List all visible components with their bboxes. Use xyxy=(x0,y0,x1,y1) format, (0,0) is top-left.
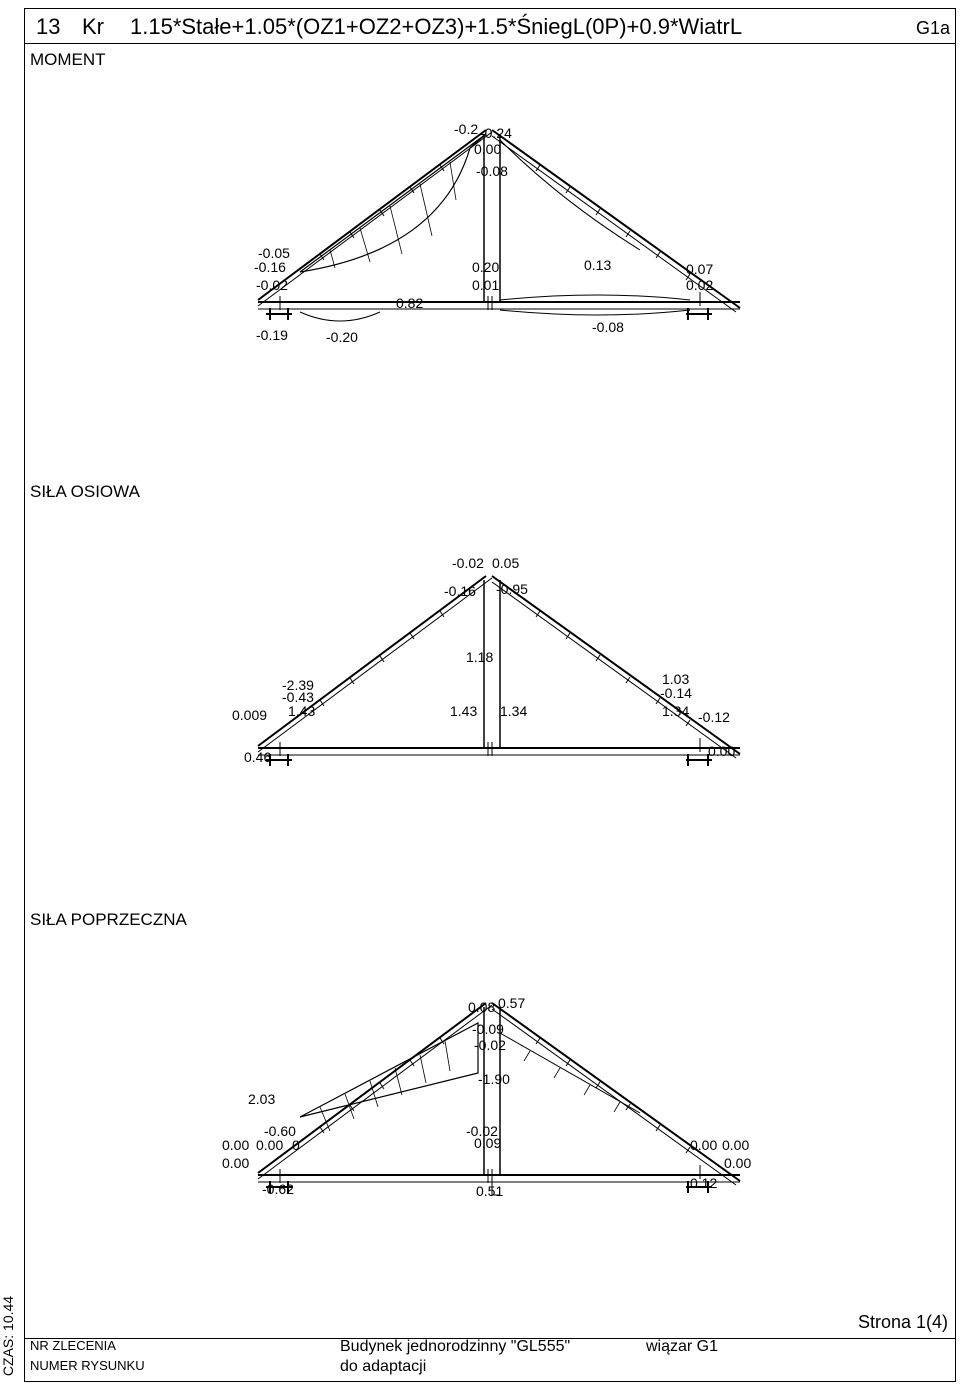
project-name-line1: Budynek jednorodzinny "GL555" xyxy=(340,1338,571,1355)
combination-number: 13 xyxy=(36,14,61,39)
shear-label: 0 xyxy=(292,1137,300,1153)
shear-label: -1.90 xyxy=(478,1071,510,1087)
moment-label: 0.00 xyxy=(474,141,502,157)
shear-label: -0.02 xyxy=(466,1123,498,1139)
axial-label: -0.12 xyxy=(698,709,730,725)
shear-label: 0.00 xyxy=(724,1155,752,1171)
axial-label: 1.34 xyxy=(662,703,690,719)
moment-label: -0.02 xyxy=(256,277,288,293)
combination-formula: 1.15*Stałe+1.05*(OZ1+OZ2+OZ3)+1.5*ŚniegL(0P)+0.9*WiatrL xyxy=(130,14,743,39)
axial-label: -0.14 xyxy=(660,685,692,701)
shear-label: -0.02 xyxy=(474,1037,506,1053)
section-title-axial: SIŁA OSIOWA xyxy=(30,482,140,501)
axial-label: 1.03 xyxy=(662,671,690,687)
axial-label: 0.00 xyxy=(708,743,736,759)
section-title-shear: SIŁA POPRZECZNA xyxy=(30,910,187,929)
axial-label: -2.39 xyxy=(282,677,314,693)
shear-label: 0.09 xyxy=(474,1135,502,1151)
shear-label: 2.03 xyxy=(248,1091,276,1107)
title-block xyxy=(24,1312,956,1382)
moment-label: 0.01 xyxy=(472,277,500,293)
moment-label: -0.05 xyxy=(258,245,290,261)
time-label: CZAS: 10.44 xyxy=(0,1295,16,1377)
moment-label: -0.08 xyxy=(476,163,508,179)
kr-label: Kr xyxy=(82,14,104,39)
axial-label: -0.02 xyxy=(452,555,484,571)
axial-label: 0.46 xyxy=(244,749,272,765)
project-name-line2: do adaptacji xyxy=(340,1358,427,1375)
axial-label: 1.43 xyxy=(450,703,478,719)
order-number-label: NR ZLECENIA xyxy=(30,1338,116,1353)
shear-label: -0.60 xyxy=(264,1123,296,1139)
axial-label: -0.16 xyxy=(444,583,476,599)
shear-label: 0.51 xyxy=(476,1183,504,1199)
axial-label: 1.34 xyxy=(500,703,528,719)
section-title-moment: MOMENT xyxy=(30,50,106,69)
moment-label: -0.08 xyxy=(592,319,624,335)
shear-label: 0.12 xyxy=(690,1175,718,1191)
moment-label: 0.20 xyxy=(472,259,500,275)
axial-label: -0.43 xyxy=(282,689,314,705)
shear-values xyxy=(222,995,751,1199)
axial-label: 0.05 xyxy=(492,555,520,571)
shear-label: 0.00 xyxy=(222,1137,250,1153)
shear-label: 0.57 xyxy=(498,995,526,1011)
page-number: Strona 1(4) xyxy=(857,1312,948,1332)
shear-label: 0.08 xyxy=(468,999,496,1015)
shear-label: 0.00 xyxy=(722,1137,750,1153)
axial-label: 0.009 xyxy=(232,707,268,723)
moment-label: 0.82 xyxy=(396,295,424,311)
truss-code: G1a xyxy=(915,18,950,38)
moment-label: -0.16 xyxy=(254,259,286,275)
moment-label: 0.13 xyxy=(584,257,612,273)
shear-label: -0.62 xyxy=(262,1181,294,1197)
shear-label: 0.00 xyxy=(256,1137,284,1153)
moment-label: -0.20 xyxy=(326,329,358,345)
drawing-number-label: NUMER RYSUNKU xyxy=(30,1358,145,1373)
shear-label: -0.09 xyxy=(472,1021,504,1037)
moment-label: 0.02 xyxy=(686,277,714,293)
element-name: wiązar G1 xyxy=(646,1338,719,1355)
axial-label: 1.18 xyxy=(466,649,494,665)
moment-label: -0.2 xyxy=(454,121,479,137)
moment-label: 0.07 xyxy=(686,261,714,277)
axial-label: -0.95 xyxy=(496,581,528,597)
moment-label: -0.24 xyxy=(480,125,512,141)
shear-label: 0.00 xyxy=(690,1137,718,1153)
moment-label: -0.19 xyxy=(256,327,288,343)
axial-label: 1.43 xyxy=(288,703,316,719)
shear-label: 0.00 xyxy=(222,1155,250,1171)
